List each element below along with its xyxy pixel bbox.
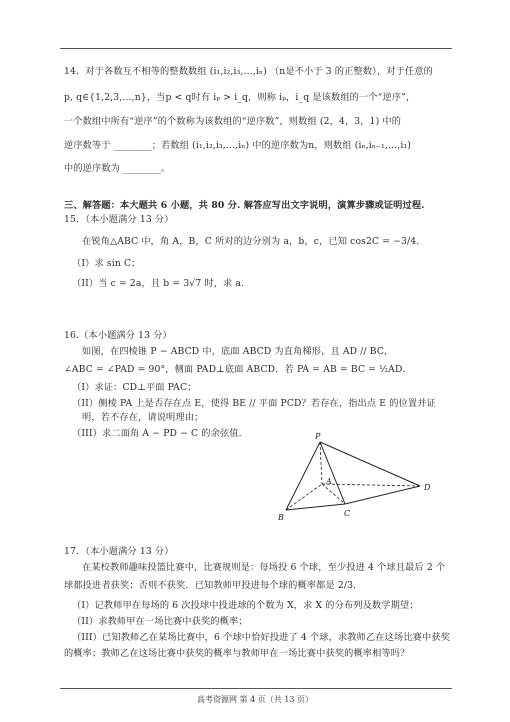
- q16-line-1: 如图，在四棱锥 P − ABCD 中，底面 ABCD 为直角梯形，且 AD // BC，: [82, 346, 394, 357]
- pyramid-diagram: [270, 432, 440, 530]
- label-B: B: [278, 513, 284, 522]
- label-A: A: [326, 477, 332, 486]
- q17-header: 17．（本小题满分 13 分）: [64, 546, 174, 557]
- edge-BC: [286, 504, 345, 510]
- q16-part-2: （II）侧棱 PA 上是否存在点 E，使得 BE // 平面 PCD？若存在，指出点 E 的位置并证: [72, 398, 436, 409]
- q16-header: 16.（本小题满分 13 分）: [64, 330, 172, 341]
- edge-PB: [286, 442, 320, 510]
- q15-part-1: （I）求 sin C；: [72, 258, 141, 269]
- q15-part-2: （II）当 c = 2a，且 b = 3√7 时，求 a．: [72, 278, 251, 289]
- q17-line-1: 在某校教师趣味投篮比赛中，比赛规则是：每场投 6 个球，至少投进 4 个球且最后 2 个: [82, 562, 446, 573]
- q14-line-5: 中的逆序数为 ________。: [64, 163, 171, 174]
- edge-AB: [286, 484, 322, 510]
- label-C: C: [344, 509, 351, 518]
- q16-part-1: （I）求证：CD⊥平面 PAC；: [72, 382, 197, 393]
- q16-part-2b: 明，若不存在，请说明理由；: [82, 412, 204, 423]
- q17-part-1: （I）记教师甲在每场的 6 次投球中投进球的个数为 X，求 X 的分布列及数学期望；: [72, 600, 419, 611]
- section-3-heading: 三、解答题：本大题共 6 小题，共 80 分. 解答应写出文字说明，演算步骤或证明过程.: [64, 200, 425, 211]
- q16-part-3: （III）求二面角 A − PD − C 的余弦值．: [72, 428, 248, 439]
- edge-CD: [345, 486, 420, 504]
- pyramid-figure: [270, 432, 440, 530]
- edge-AC: [322, 484, 345, 504]
- footer-rule: [60, 688, 452, 689]
- page-footer: 高考资源网 第 4 页（共 13 页）: [197, 695, 313, 704]
- label-P: P: [315, 432, 321, 441]
- header-rule: [60, 48, 452, 49]
- q15-line-1: 在锐角△ABC 中，角 A，B，C 所对的边分别为 a，b，c，已知 cos2C = −3/4．: [82, 236, 426, 247]
- q14-line-1: 14．对于各数互不相等的整数数组 (i₁,i₂,i₃,…,iₙ) （n是不小于 3 的正整数），对于任意的: [64, 66, 433, 77]
- q17-line-2: 球都投进者获奖；否则不获奖．已知教师甲投进每个球的概率都是 2/3．: [64, 580, 363, 591]
- q17-part-3: （III）已知教师乙在某场比赛中，6 个球中恰好投进了 4 个球，求教师乙在这场比赛中获奖: [72, 632, 451, 643]
- q14-line-2: p, q∈{1,2,3,…,n}，当p < q时有 iₚ > i_q，则称 iₚ，i_q 是该数组的一个“逆序”，: [64, 92, 416, 103]
- q17-part-3b: 的概率；教师乙在这场比赛中获奖的概率与教师甲在一场比赛中获奖的概率相等吗？: [64, 648, 410, 659]
- label-D: D: [424, 483, 431, 492]
- q14-line-3: 一个数组中所有“逆序”的个数称为该数组的“逆序数”，则数组 (2，4，3，1) 中的: [64, 116, 402, 127]
- q17-part-2: （II）求教师甲在一场比赛中获奖的概率；: [72, 616, 248, 627]
- q14-line-4: 逆序数等于 ________；若数组 (i₁,i₂,i₃,…,iₙ) 中的逆序数为n，则数组 (iₙ,iₙ₋₁,…,i₁): [64, 140, 411, 151]
- edge-PA: [320, 442, 322, 484]
- q16-line-2: ∠ABC = ∠PAD = 90°，侧面 PAD⊥底面 ABCD．若 PA = AB = BC = ½AD．: [64, 364, 412, 375]
- q15-header: 15．（本小题满分 13 分）: [64, 214, 174, 225]
